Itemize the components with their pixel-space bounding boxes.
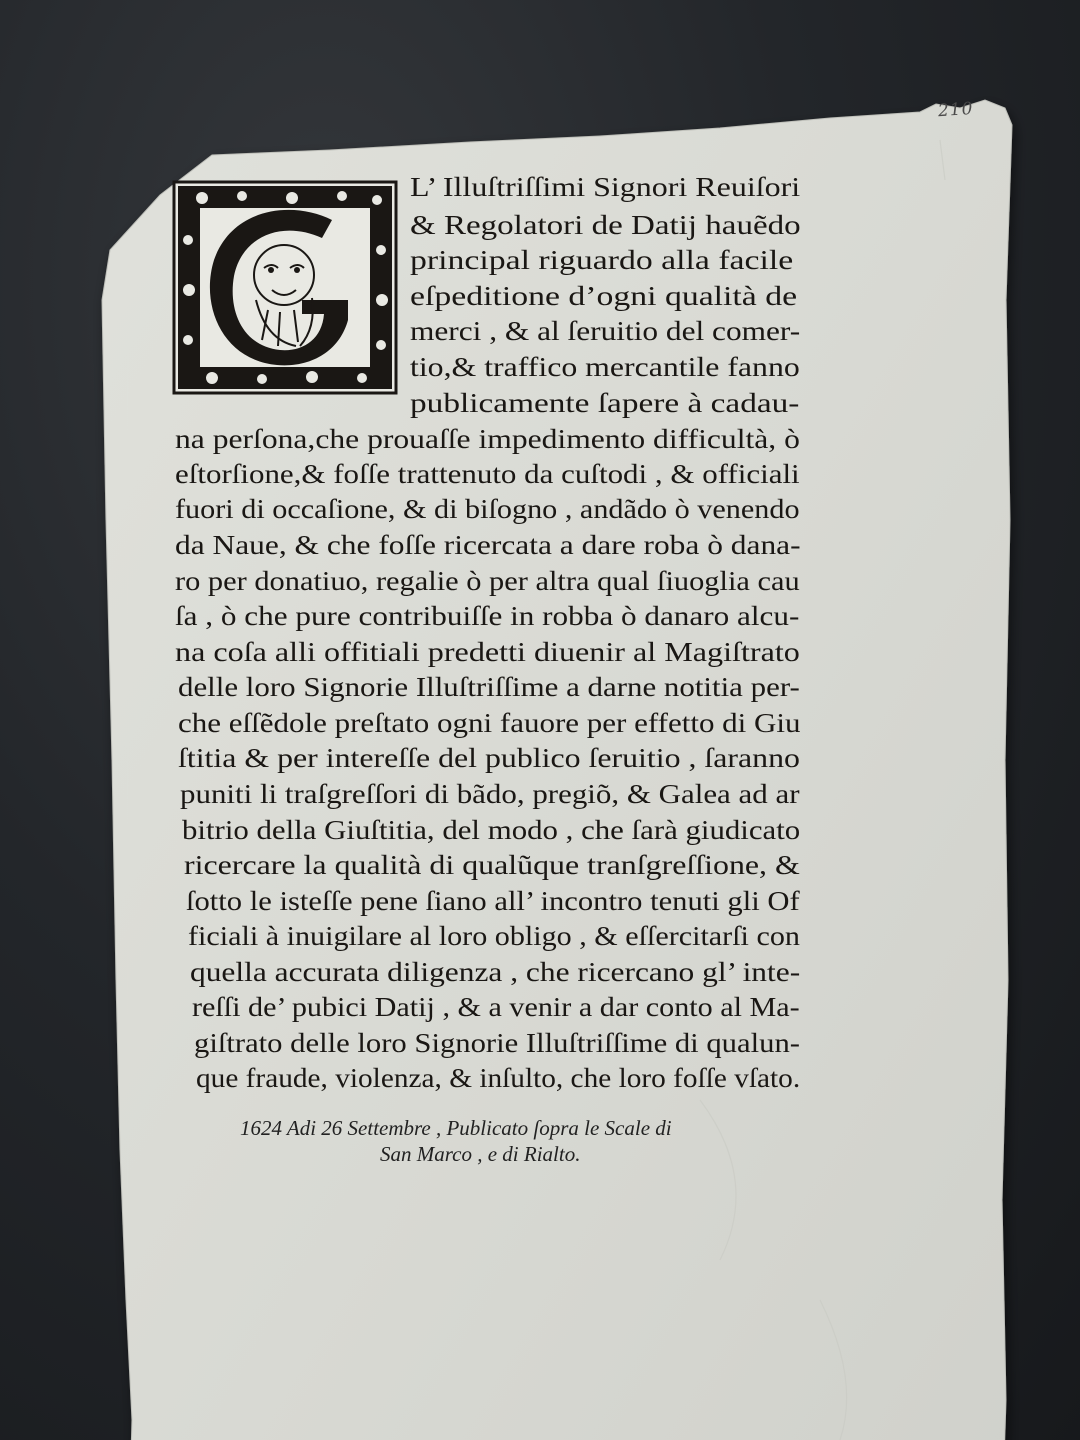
text-line: ſotto le isteſſe pene ſiano all’ incontro tenuti gli Of (186, 886, 800, 916)
text-line: L’ Illuſtriſſimi Signori Reuiſori (410, 172, 801, 202)
text-line: bitrio della Giuſtitia, del modo , che ſarà giudicato (182, 815, 801, 845)
text-line: ficiali à inuigilare al loro obligo , & eſſercitarſi con (188, 921, 800, 951)
text-line: eſpeditione d’ogni qualità de (410, 281, 798, 311)
text-line: tio,& traffico mercantile fanno (410, 352, 800, 382)
text-line: delle loro Signorie Illuſtriſſime a darne notitia per- (178, 672, 800, 702)
text-line: principal riguardo alla facile (410, 245, 794, 275)
text-line: & Regolatori de Datij hauẽdo (410, 210, 801, 240)
text-line: che eſſẽdole preſtato ogni fauore per effetto di Giu (178, 708, 801, 738)
text-line: merci , & al ſeruitio del comer- (410, 316, 801, 346)
text-line: na perſona,che prouaſſe impedimento difficultà, ò (175, 424, 800, 454)
text-line: fuori di occaſione, & di biſogno , andãdo ò venendo (175, 494, 800, 524)
text-line: reſſi de’ pubici Datij , & a venir a dar conto al Ma- (192, 992, 800, 1022)
text-line: eſtorſione,& foſſe trattenuto da cuſtodi , & officiali (175, 459, 800, 489)
text-line: da Naue, & che foſſe ricercata a dare roba ò dana- (175, 530, 801, 560)
text-line: giſtrato delle loro Signorie Illuſtriſſime di qualun- (194, 1028, 800, 1058)
text-line: quella accurata diligenza , che ricercano gl’ inte- (190, 957, 801, 987)
publication-date-line: 1624 Adi 26 Settembre , Publicato ſopra le Scale di (240, 1116, 672, 1140)
text-line: que fraude, violenza, & inſulto, che loro foſſe vſato. (196, 1063, 801, 1093)
text-line: puniti li traſgreſſori di bãdo, pregiõ, & Galea ad ar (180, 779, 800, 809)
text-line: ſtitia & per intereſſe del publico ſeruitio , ſaranno (178, 743, 800, 773)
text-line: ricercare la qualità di qualũque tranſgreſſione, & (184, 850, 800, 880)
text-line: ſa , ò che pure contribuiſſe in robba ò danaro alcu- (175, 601, 800, 631)
text-line: na coſa alli offitiali predetti diuenir al Magiſtrato (175, 637, 800, 667)
text-line: publicamente ſapere à cadau- (410, 388, 800, 418)
publication-place-line: San Marco , e di Rialto. (380, 1142, 581, 1166)
handwritten-page-number: 210 (937, 98, 975, 122)
text-line: ro per donatiuo, regalie ò per altra qual ſiuoglia cau (175, 566, 800, 596)
